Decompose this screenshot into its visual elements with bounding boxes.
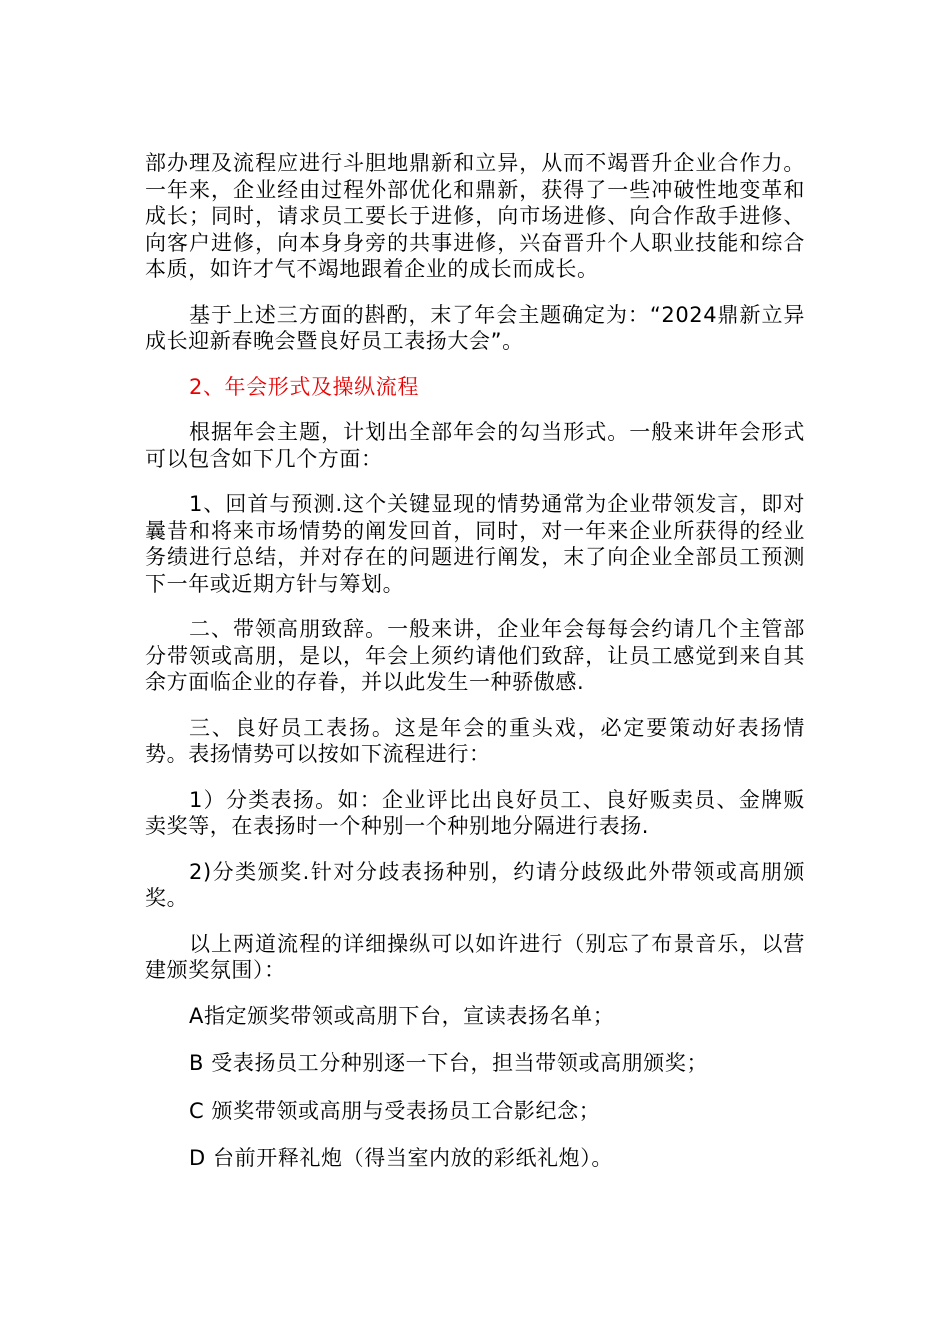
body-paragraph: 以上两道流程的详细操纵可以如许进行（别忘了布景音乐，以营建颁奖氛围）： (145, 931, 805, 982)
theme-paragraph: 基于上述三方面的斟酌，末了年会主题确定为：“2024鼎新立异成长迎新春晚会暨良好员工表扬大会”。 (145, 302, 805, 353)
body-paragraph: 2)分类颁奖.针对分歧表扬种别，约请分歧级此外带领或高朋颁奖。 (145, 859, 805, 910)
document-page (145, 150, 805, 1193)
section-heading: 2、年会形式及操纵流程 (189, 374, 419, 399)
intro-paragraph-continued: 部办理及流程应进行斗胆地鼎新和立异，从而不竭晋升企业合作力。一年来，企业经由过程外部优化和鼎新，获得了一些冲破性地变革和成长；同时，请求员工要长于进修，向市场进修、向合作敌手进修、向客户进修，向本身身旁的共事进修，兴奋晋升个人职业技能和综合本质，如许才气不竭地跟着企业的成长而成长。 (145, 151, 805, 281)
body-paragraph: 1）分类表扬。如：企业评比出良好员工、良好贩卖员、金牌贩卖奖等，在表扬时一个种别一个种别地分隔进行表扬. (145, 787, 805, 838)
body-paragraph: 二、带领高朋致辞。一般来讲，企业年会每每会约请几个主管部分带领或高朋，是以，年会上须约请他们致辞，让员工感觉到来自其余方面临企业的存眷，并以此发生一种骄傲感. (145, 617, 805, 694)
body-paragraph: 三、良好员工表扬。这是年会的重头戏，必定要策动好表扬情势。表扬情势可以按如下流程进行： (145, 715, 805, 766)
step-item: D 台前开释礼炮（得当室内放的彩纸礼炮）。 (189, 1146, 613, 1170)
body-paragraph: 根据年会主题，计划出全部年会的勾当形式。一般来讲年会形式可以包含如下几个方面： (145, 420, 805, 471)
step-item: A指定颁奖带领或高朋下台，宣读表扬名单； (189, 1003, 615, 1028)
body-paragraph: 1、回首与预测.这个关键显现的情势通常为企业带领发言，即对曩昔和将来市场情势的阐发回首，同时，对一年来企业所获得的经业务绩进行总结，并对存在的问题进行阐发，末了向企业全部员工预测下一年或近期方针与筹划。 (145, 492, 805, 596)
step-item: B 受表扬员工分种别逐一下台，担当带领或高朋颁奖； (189, 1051, 709, 1075)
step-item: C 颁奖带领或高朋与受表扬员工合影纪念； (189, 1098, 601, 1123)
